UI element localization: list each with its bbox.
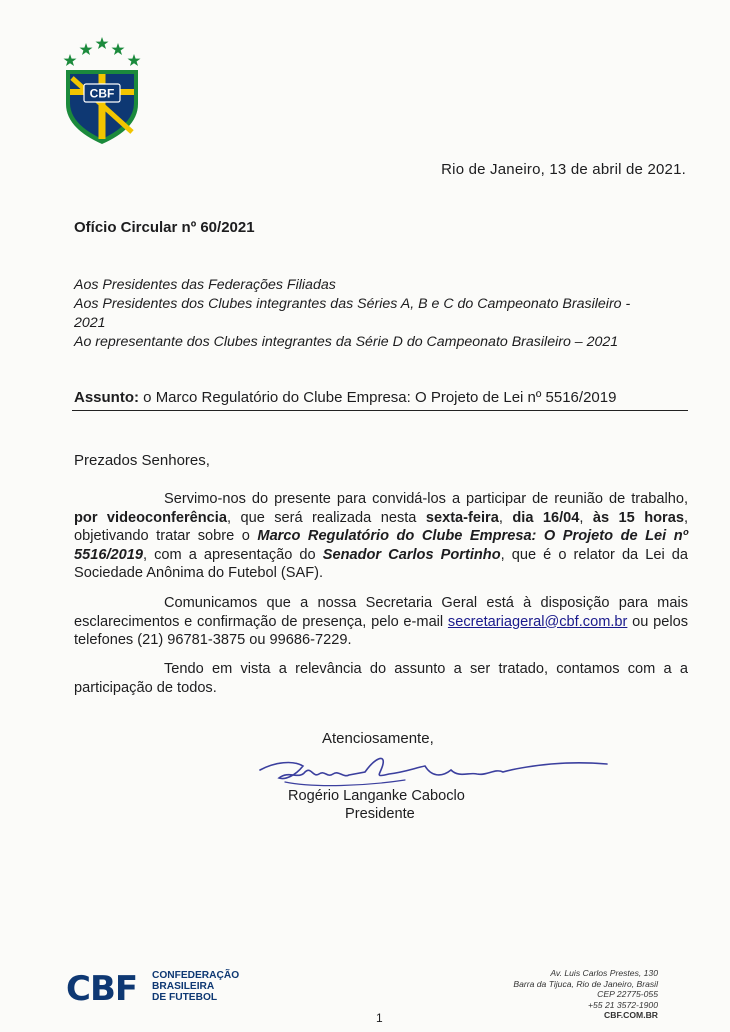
address-line: Barra da Tijuca, Rio de Janeiro, Brasil [513,978,658,989]
paragraph-closing [74,660,688,697]
text-run: , objetivando tratar sobre o [74,509,688,545]
paragraph-invitation [74,490,688,583]
greeting: Prezados Senhores, [74,452,210,469]
org-name-line: CONFEDERAÇÃO [152,970,240,981]
text-run: , [498,509,513,526]
oficio-number: Ofício Circular nº 60/2021 [74,219,255,236]
text-run: , que é o relator da Lei da Sociedade Anônima do Futebol (SAF). [74,546,689,582]
crest-stars [64,37,141,66]
address-line: CEP 22775-055 [597,989,658,999]
recipient-line: Aos Presidentes dos Clubes integrantes das Séries A, B e C do Campeonato Brasileiro - [74,296,631,312]
signer-role: Presidente [345,806,415,822]
bold-run: por videoconferência [74,509,227,526]
recipients-block [74,276,694,352]
email-link[interactable]: secretariageral@cbf.com.br [447,613,628,630]
cbf-crest-logo [60,34,144,146]
text-run: , [579,509,593,526]
text-run: , com a apresentação do [143,546,323,563]
signer-name: Rogério Langanke Caboclo [288,788,465,804]
org-name-line: DE FUTEBOL [152,992,218,1003]
bold-run: sexta-feira [425,509,499,526]
subject-underline [72,410,688,411]
text-run: Servimo-nos do presente para convidá-los a participar de reunião de trabalho, [164,491,688,507]
text-run: Comunicamos que a nossa Secretaria Geral está à disposição para mais esclarecimentos e confirmação de presença, pelo e-mail [74,595,688,630]
bold-run: dia 16/04 [512,509,580,526]
bold-italic-run: Senador Carlos Portinho [322,546,501,563]
recipient-line: Ao representante dos Clubes integrantes da Série D do Campeonato Brasileiro – 2021 [74,334,619,350]
closing-salutation: Atenciosamente, [322,730,434,747]
subject-prefix: o [139,389,156,406]
text-run: ou pelos telefones (21) 96781-3875 ou 99686-7229. [74,613,689,649]
bold-italic-run: Marco Regulatório do Clube Empresa: O Projeto de Lei nº 5516/2019 [74,528,688,563]
subject-text: Marco Regulatório do Clube Empresa: O Projeto de Lei nº 5516/2019 [155,389,617,406]
footer-address [513,968,658,1021]
subject-label: Assunto: [74,389,139,406]
footer-cbf-logo: CBF [66,969,138,1009]
address-line: Av. Luis Carlos Prestes, 130 [550,968,658,978]
footer-organization-name [152,970,239,1003]
website-link[interactable]: CBF.COM.BR [604,1010,658,1020]
paragraph-contact [74,594,688,650]
page-number: 1 [376,1011,383,1025]
text-run: Tendo em vista a relevância do assunto a ser tratado, contamos com a a participação de todos. [74,661,688,696]
letter-date: Rio de Janeiro, 13 de abril de 2021. [441,161,686,178]
recipient-line: Aos Presidentes das Federações Filiadas [74,277,336,293]
subject-line [74,389,616,406]
crest-label: CBF [89,86,115,101]
org-name-line: BRASILEIRA [152,981,215,992]
bold-run: às 15 horas [592,509,684,526]
recipient-line: 2021 [74,315,106,331]
text-run: , que será realizada nesta [226,509,426,526]
address-line: +55 21 3572-1900 [587,999,658,1010]
